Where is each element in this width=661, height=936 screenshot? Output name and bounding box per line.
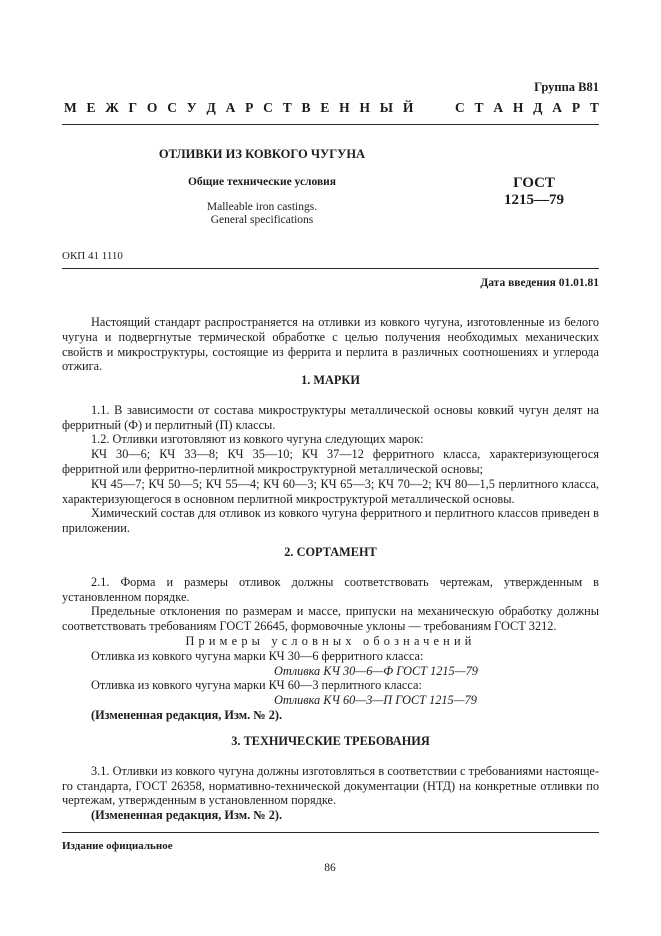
example-text: Отливка из ковкого чугуна марки КЧ 30—6 ферритного класса:: [91, 648, 424, 663]
section-heading: 1. МАРКИ: [301, 373, 360, 387]
paragraph: Химический состав для отливок из ковкого чугуна ферритного и перлитного классов приведен в приложении.: [62, 506, 599, 536]
banner-letter: А: [225, 100, 236, 115]
banner-letter: В: [301, 100, 311, 115]
amendment-note: (Измененная редакция, Изм. № 2).: [91, 707, 283, 722]
examples-heading: Примеры условных обозначений: [185, 633, 476, 648]
banner-letter: У: [186, 100, 197, 115]
gost-number: [482, 175, 586, 209]
example-text: Отливка из ковкого чугуна марки КЧ 60—3 перлитного класса:: [91, 678, 422, 693]
banner-letter: Ж: [105, 100, 119, 115]
banner-letter: Н: [359, 100, 370, 115]
standard-banner: [64, 100, 599, 116]
paragraph: 2.1. Форма и размеры отливок должны соответствовать чертежам, утвержденным в установленном порядке.: [62, 574, 599, 604]
gost-code: 1215—79: [504, 192, 564, 208]
gost-label: ГОСТ: [513, 175, 555, 191]
edition-note: Издание официальное: [62, 840, 173, 852]
banner-letter: С: [167, 100, 177, 115]
okp-code: ОКП 41 1110: [62, 250, 123, 262]
group-code: Группа В81: [534, 80, 599, 94]
amendment-note: (Измененная редакция, Изм. № 2).: [91, 808, 283, 823]
document-subtitle: Общие технические условия: [187, 176, 337, 188]
banner-letter: Н: [512, 100, 524, 115]
section-heading: 3. ТЕХНИЧЕСКИЕ ТРЕБОВАНИЯ: [231, 734, 430, 748]
introduction-date: Дата введения 01.01.81: [480, 277, 599, 289]
banner-letter: Д: [533, 100, 543, 115]
okp-rule: [62, 268, 599, 269]
banner-letter: Г: [128, 100, 138, 115]
banner-letter: А: [552, 100, 563, 115]
paragraph: 1.1. В зависимости от состава микроструктуры металлической основы ковкий чугун делят на ферритный (Ф) и перлитный (П) классы.: [62, 402, 599, 432]
banner-letter: Р: [245, 100, 254, 115]
example-designation: Отливка КЧ 60—3—П ГОСТ 1215—79: [274, 693, 477, 708]
english-title: [62, 201, 462, 227]
banner-letter: Й: [402, 100, 414, 115]
paragraph: КЧ 45—7; КЧ 50—5; КЧ 55—4; КЧ 60—3; КЧ 65—3; КЧ 70—2; КЧ 80—1,5 перлитного класса, характеризующегося в основном перлитной микроструктурой металлической основы.: [62, 476, 599, 506]
english-title-line: General specifications: [210, 214, 314, 226]
paragraph: Предельные отклонения по размерам и массе, припуски на механическую обработку должны соответствовать требованиям ГОСТ 26645, формовочные уклоны — требованиям ГОСТ 3212.: [62, 604, 599, 634]
footer-rule: [62, 832, 599, 833]
banner-letter: Н: [339, 100, 350, 115]
example-designation: Отливка КЧ 30—6—Ф ГОСТ 1215—79: [274, 663, 478, 678]
paragraph: КЧ 30—6; КЧ 33—8; КЧ 35—10; КЧ 37—12 ферритного класса, характеризующегося ферритной или ферритно-перлитной микроструктурной металлической основы;: [62, 447, 599, 476]
banner-letter: М: [64, 100, 77, 115]
header-rule: [62, 124, 599, 125]
banner-letter: Е: [320, 100, 330, 115]
section-heading: 2. СОРТАМЕНТ: [284, 545, 377, 559]
banner-letter: Д: [206, 100, 216, 115]
intro-paragraph: Настоящий стандарт распространяется на отливки из ковкого чугуна, изготовленные из белого чугуна и подвергнутые термической обработке с целью получения необходимых механических свойств и микроструктуры, состоящие из феррита и перлита в различных соотношениях и углерода отжига.: [62, 315, 599, 374]
banner-letter: Т: [282, 100, 292, 115]
english-title-line: Malleable iron castings.: [206, 201, 318, 213]
banner-gap: [423, 100, 445, 116]
intro-block: [62, 315, 599, 374]
banner-letter: С: [263, 100, 273, 115]
section-requirements: [62, 734, 599, 823]
section-marks: [62, 373, 599, 536]
page-number: 86: [324, 862, 336, 874]
banner-letter: О: [146, 100, 158, 115]
document-title: ОТЛИВКИ ИЗ КОВКОГО ЧУГУНА: [158, 147, 366, 161]
banner-letter: Ы: [379, 100, 394, 115]
paragraph: 1.2. Отливки изготовляют из ковкого чугуна следующих марок:: [91, 432, 424, 447]
banner-letter: Р: [571, 100, 581, 115]
paragraph: 3.1. Отливки из ковкого чугуна должны изготовляться в соответствии с требованиями настояще-го стандарта, ГОСТ 26358, нормативно-технической документации (НТД) на конкретные отливки по чертежам, утвержденным в установленном порядке.: [62, 763, 599, 808]
section-assortment: [62, 545, 599, 723]
banner-letter: Е: [86, 100, 96, 115]
banner-letter: Т: [589, 100, 599, 115]
banner-letter: Т: [474, 100, 484, 115]
banner-letter: А: [493, 100, 504, 115]
banner-letter: С: [454, 100, 465, 115]
